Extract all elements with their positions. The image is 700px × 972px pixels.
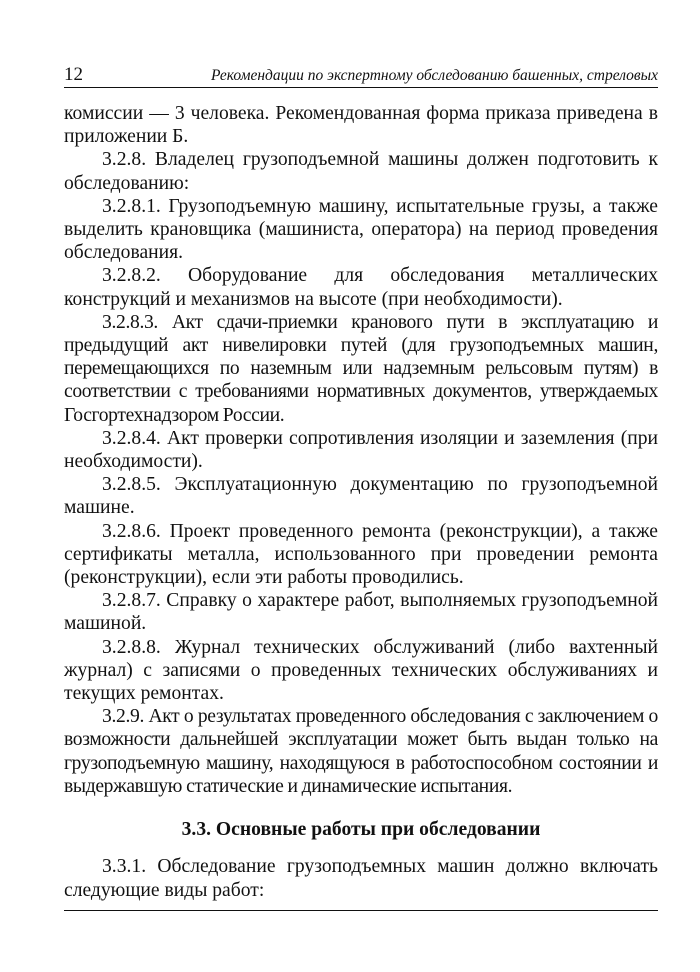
paragraph-3-3-1: 3.3.1. Обследование грузоподъемных машин должно включать следующие виды работ: xyxy=(64,856,658,901)
paragraph-3-2-8-4: 3.2.8.4. Акт проверки сопротивления изоляции и заземления (при необходимости). xyxy=(64,427,658,473)
paragraph-3-2-8-7: 3.2.8.7. Справку о характере работ, выполняемых грузоподъемной машиной. xyxy=(64,590,658,635)
paragraph-3-2-8-1: 3.2.8.1. Грузоподъемную машину, испытательные грузы, а также выделить крановщика (машиниста, оператора) на период проведения обследования. xyxy=(64,195,658,264)
section-heading: 3.3. Основные работы при обследовании xyxy=(181,819,541,841)
paragraph-continuation: комиссии — 3 человека. Рекомендованная форма приказа приведена в приложении Б. xyxy=(64,103,658,148)
running-title: Рекомендации по экспертному обследованию башенных, стреловых xyxy=(210,67,658,84)
footnote-rule xyxy=(64,910,658,911)
page xyxy=(64,58,658,911)
paragraph-3-2-8-5: 3.2.8.5. Эксплуатационную документацию по грузоподъемной машине. xyxy=(64,474,658,519)
paragraph-3-2-8-2: 3.2.8.2. Оборудование для обследования металлических конструкций и механизмов на высоте (при необходимости). xyxy=(64,265,658,310)
paragraph-3-2-8-8: 3.2.8.8. Журнал технических обслуживаний (либо вахтенный журнал) с записями о проведенных технических обслуживаниях и текущих ремонтах. xyxy=(64,636,658,705)
paragraph-3-2-8: 3.2.8. Владелец грузоподъемной машины должен подготовить к обследованию: xyxy=(64,149,658,194)
page-number: 12 xyxy=(64,64,83,85)
body-text xyxy=(64,102,658,902)
running-header xyxy=(64,58,658,88)
paragraph-3-2-8-3: 3.2.8.3. Акт сдачи-приемки кранового пути в эксплуатацию и предыдущий акт нивелировки путей (для грузоподъемных машин, перемещающихся по наземным или надземным рельсовым путям) в соответствии с требованиями нормативных документов, утверждаемых Госгортехнадзором России. xyxy=(64,311,658,426)
paragraph-3-2-9: 3.2.9. Акт о результатах проведенного обследования с заключением о возможности дальнейшей эксплуатации может быть выдан только на грузоподъемную машину, находящуюся в работоспособном состоянии и выдержавшую статические и динамические испытания. xyxy=(64,706,658,797)
paragraph-3-2-8-6: 3.2.8.6. Проект проведенного ремонта (реконструкции), а также сертификаты металла, использованного при проведении ремонта (реконструкции), если эти работы проводились. xyxy=(64,520,658,589)
